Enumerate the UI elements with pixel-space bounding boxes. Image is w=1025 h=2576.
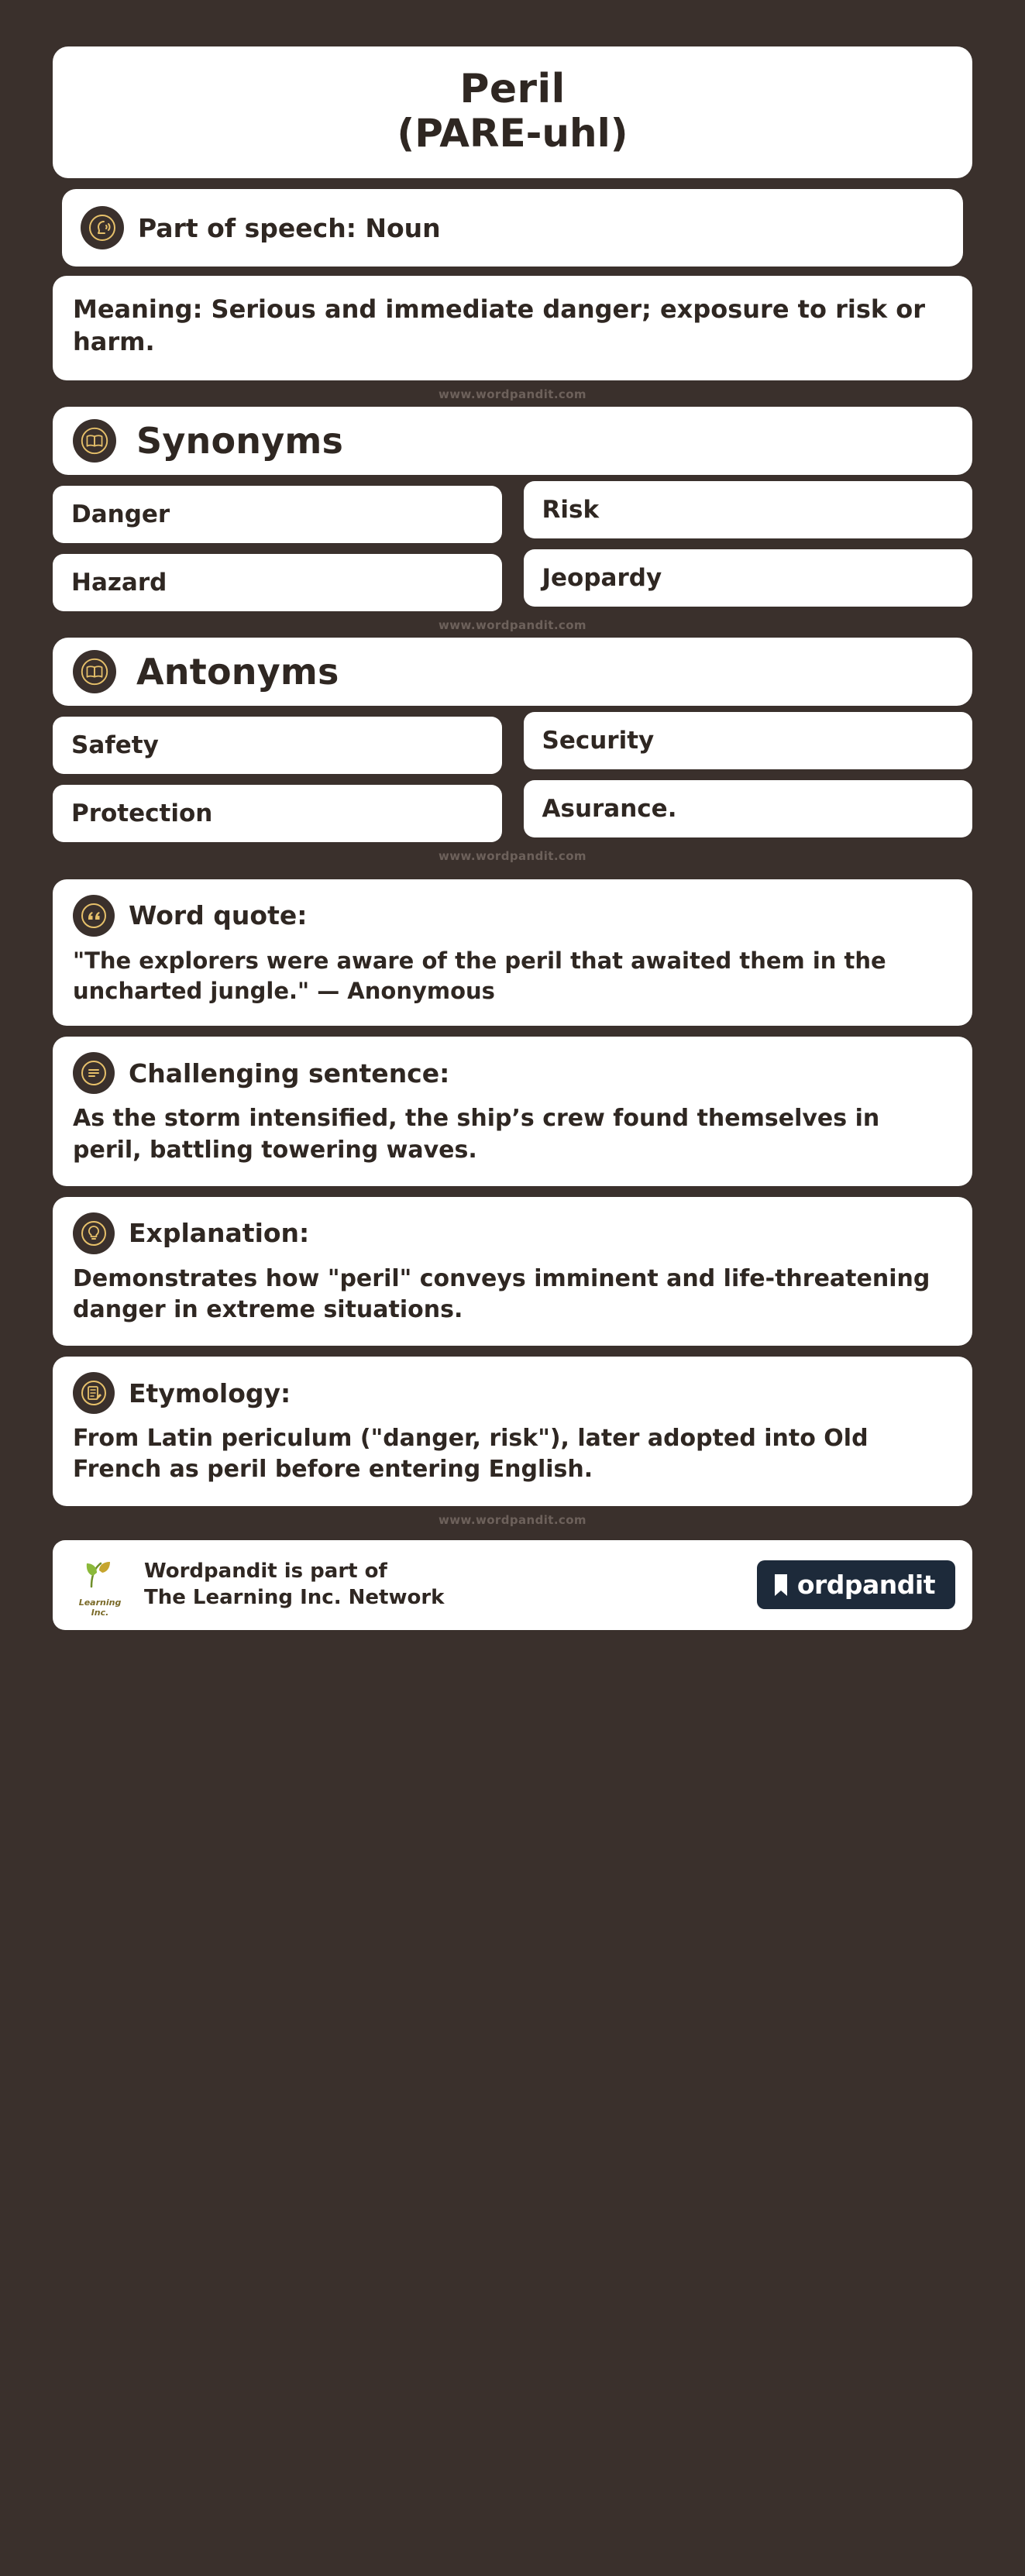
learning-inc-logo xyxy=(70,1553,130,1618)
meaning-card xyxy=(53,276,972,380)
word-pronunciation: (PARE-uhl) xyxy=(397,111,628,156)
bulb-icon xyxy=(73,1212,115,1254)
word-quote-header xyxy=(73,895,952,937)
antonym-chip: Protection xyxy=(53,785,502,842)
meaning-text: Meaning: Serious and immediate danger; exposure to risk or harm. xyxy=(73,294,926,357)
synonyms-heading-card xyxy=(53,407,972,475)
explanation-text: Demonstrates how "peril" conveys imminent and life-threatening danger in extreme situations. xyxy=(73,1264,930,1323)
footer-line-2: The Learning Inc. Network xyxy=(144,1585,445,1609)
footer-card xyxy=(53,1540,972,1630)
footer-line-1: Wordpandit is part of xyxy=(144,1559,387,1583)
etymology-icon xyxy=(73,1372,115,1414)
explanation-header xyxy=(73,1212,952,1254)
etymology-card xyxy=(53,1357,972,1505)
challenging-sentence-text: As the storm intensified, the ship’s crew found themselves in peril, battling towering waves. xyxy=(73,1105,880,1164)
antonym-chip: Safety xyxy=(53,717,502,774)
synonym-chip: Danger xyxy=(53,486,502,543)
sentence-icon xyxy=(73,1052,115,1094)
etymology-text: From Latin periculum ("danger, risk"), later adopted into Old French as peril before entering English. xyxy=(73,1425,868,1484)
word-quote-card xyxy=(53,879,972,1027)
learning-inc-label: Learning Inc. xyxy=(78,1597,122,1618)
footer-left xyxy=(70,1553,444,1618)
word-title: Peril xyxy=(459,66,566,112)
watermark-2: www.wordpandit.com xyxy=(439,617,586,632)
part-of-speech-card xyxy=(62,189,963,267)
synonyms-heading: Synonyms xyxy=(136,419,344,462)
challenging-sentence-header xyxy=(73,1052,952,1094)
wordpandit-logo xyxy=(757,1560,955,1609)
word-quote-text: "The explorers were aware of the peril that awaited them in the uncharted jungle." — Anonymous xyxy=(73,947,886,1004)
etymology-heading: Etymology: xyxy=(129,1377,291,1408)
watermark-4: www.wordpandit.com xyxy=(439,1512,586,1527)
antonyms-heading-card xyxy=(53,638,972,706)
synonym-chip: Risk xyxy=(524,481,973,538)
wordpandit-logo-text: ordpandit xyxy=(796,1570,935,1601)
book-icon xyxy=(73,419,116,463)
synonyms-grid xyxy=(53,486,972,611)
bookmark-icon xyxy=(771,1572,791,1598)
watermark-1: www.wordpandit.com xyxy=(439,387,586,401)
antonym-chip: Asurance. xyxy=(524,780,973,837)
synonym-chip: Jeopardy xyxy=(524,549,973,607)
antonyms-grid xyxy=(53,717,972,842)
book-icon xyxy=(73,650,116,693)
watermark-3: www.wordpandit.com xyxy=(439,848,586,863)
antonym-chip: Security xyxy=(524,712,973,769)
quote-icon xyxy=(73,895,115,937)
footer-text xyxy=(144,1559,444,1611)
challenging-sentence-card xyxy=(53,1037,972,1185)
speaking-head-icon xyxy=(81,206,124,249)
challenging-sentence-heading: Challenging sentence: xyxy=(129,1058,450,1089)
explanation-heading: Explanation: xyxy=(129,1218,310,1249)
explanation-card xyxy=(53,1197,972,1346)
etymology-header xyxy=(73,1372,952,1414)
part-of-speech-label: Part of speech: Noun xyxy=(138,212,441,243)
antonyms-heading: Antonyms xyxy=(136,650,339,693)
word-quote-heading: Word quote: xyxy=(129,900,308,931)
title-card xyxy=(53,46,972,178)
synonym-chip: Hazard xyxy=(53,554,502,611)
